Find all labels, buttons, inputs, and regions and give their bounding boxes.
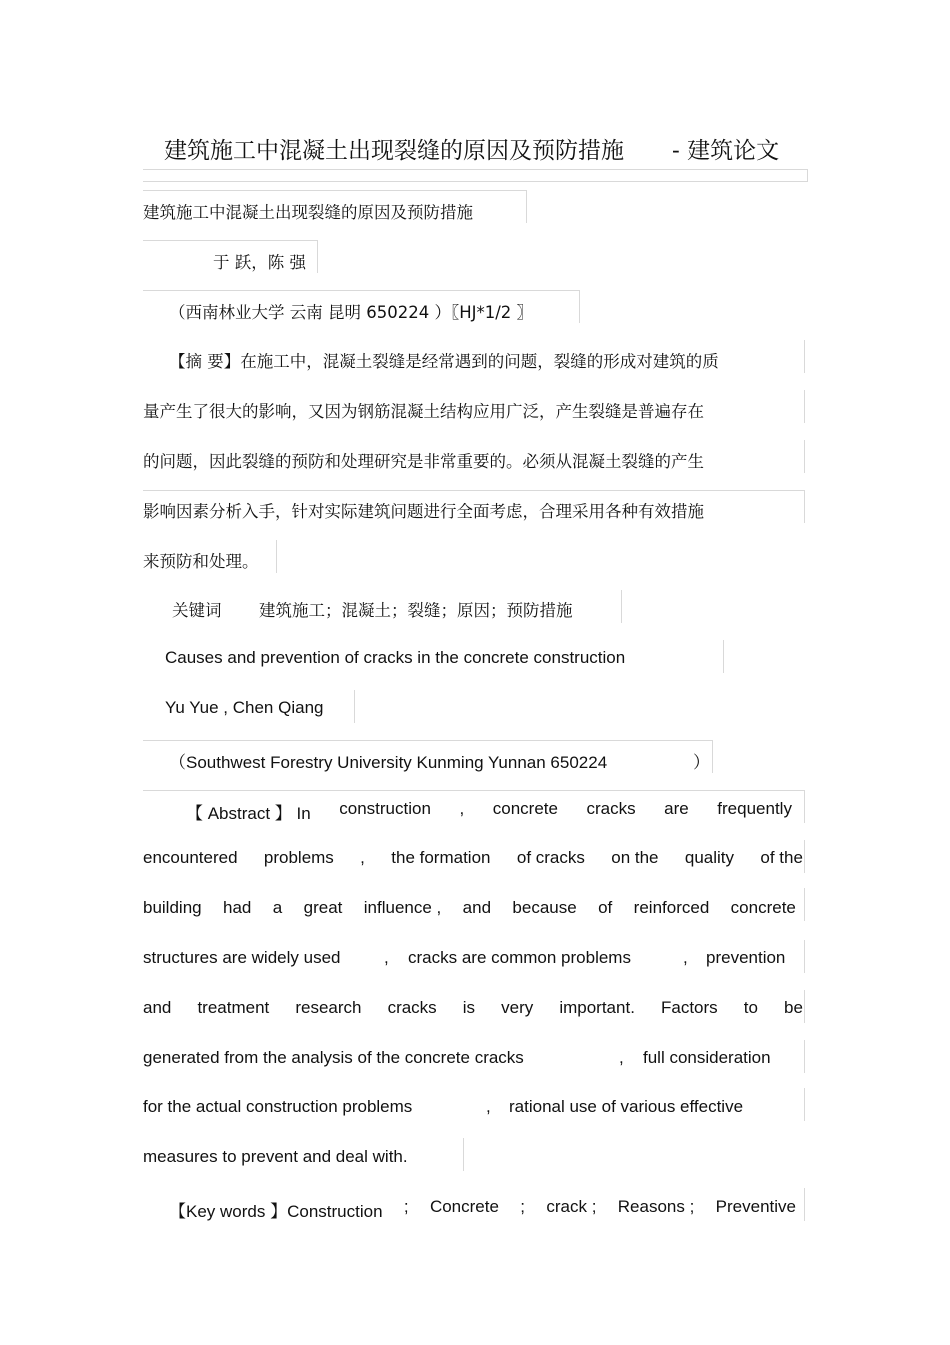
abstract-en-segment: full consideration [643, 1048, 771, 1067]
word: 【Key words 】Construction [169, 1202, 383, 1221]
word: building [143, 898, 202, 917]
word: Factors [661, 998, 718, 1017]
title-en: Causes and prevention of cracks in the concrete construction [165, 648, 626, 667]
abstract-en-line [186, 799, 792, 824]
word: very [501, 998, 534, 1017]
rule-line [807, 169, 808, 182]
rule-line [579, 290, 580, 323]
word: and [462, 898, 492, 917]
word: cracks [586, 799, 636, 818]
rule-line [143, 190, 526, 191]
word: Preventive [715, 1197, 796, 1216]
word: crack ; [546, 1197, 597, 1216]
word: concrete [492, 799, 558, 818]
word: frequently [717, 799, 792, 818]
abstract-en-segment: , [683, 948, 688, 967]
word: construction [339, 799, 431, 818]
rule-line [712, 740, 713, 773]
word: because [512, 898, 577, 917]
word: cracks [387, 998, 437, 1017]
rule-line [804, 490, 805, 523]
word: and [143, 998, 172, 1017]
word: are [664, 799, 689, 818]
word: , [459, 799, 465, 818]
rule-line [143, 490, 805, 491]
abstract-en-segment: , [384, 948, 389, 967]
word: ; [403, 1197, 409, 1216]
affiliation-cn: （西南林业大学 云南 昆明 650224 ）〖HJ*1/2 〗 [169, 303, 534, 322]
abstract-en-segment: cracks are common problems [408, 948, 631, 967]
subtitle: 建筑施工中混凝土出现裂缝的原因及预防措施 [143, 203, 473, 222]
abstract-en-segment: rational use of various effective [509, 1097, 744, 1116]
rule-line [804, 790, 805, 823]
authors-en: Yu Yue , Chen Qiang [165, 698, 324, 717]
word: be [784, 998, 803, 1017]
word: is [462, 998, 476, 1017]
abstract-en-segment: structures are widely used [143, 948, 341, 967]
keywords-en [169, 1197, 796, 1222]
word: encountered [143, 848, 238, 867]
rule-line [804, 840, 805, 873]
word: research [295, 998, 362, 1017]
word: quality [684, 848, 735, 867]
rule-line [804, 990, 805, 1023]
rule-line [143, 169, 808, 170]
rule-line [804, 1088, 805, 1121]
abstract-cn-line: 来预防和处理。 [143, 552, 259, 571]
rule-line [804, 888, 805, 921]
rule-line [463, 1138, 464, 1171]
word: great [303, 898, 343, 917]
rule-line [804, 1040, 805, 1073]
abstract-cn-line: 影响因素分析入手，针对实际建筑问题进行全面考虑，合理采用各种有效措施 [143, 502, 704, 521]
word: 【 Abstract 】 In [186, 804, 311, 823]
word: a [272, 898, 283, 917]
word: problems [263, 848, 334, 867]
rule-line [804, 440, 805, 473]
abstract-en-segment: measures to prevent and deal with. [143, 1147, 408, 1166]
abstract-en-segment: generated from the analysis of the concrete cracks [143, 1048, 524, 1067]
rule-line [621, 590, 622, 623]
word: of the [760, 848, 803, 867]
rule-line [354, 690, 355, 723]
abstract-en-line [143, 898, 796, 918]
page-title-suffix: - 建筑论文 [672, 138, 780, 164]
word: reinforced [633, 898, 710, 917]
word: , [360, 848, 365, 867]
rule-line [804, 1188, 805, 1221]
word: concrete [730, 898, 796, 917]
affiliation-en: （Southwest Forestry University Kunming Yunnan 650224 [169, 753, 608, 772]
word: of cracks [516, 848, 585, 867]
rule-line [804, 340, 805, 373]
word: ; [520, 1197, 526, 1216]
rule-line [143, 740, 712, 741]
word: important. [559, 998, 635, 1017]
abstract-en-line [143, 998, 803, 1018]
rule-line [526, 190, 527, 223]
rule-line [317, 240, 318, 273]
affiliation-en-close: ） [693, 753, 710, 772]
abstract-en-segment: , [619, 1048, 624, 1067]
authors-cn: 于 跃，陈 强 [213, 253, 306, 272]
rule-line [143, 290, 579, 291]
word: the formation [391, 848, 491, 867]
word: Reasons ; [617, 1197, 695, 1216]
abstract-cn-line: 的问题，因此裂缝的预防和处理研究是非常重要的。必须从混凝土裂缝的产生 [143, 452, 704, 471]
word: influence , [363, 898, 442, 917]
abstract-en-line [143, 848, 803, 868]
rule-line [143, 790, 805, 791]
word: had [223, 898, 252, 917]
rule-line [143, 240, 318, 241]
rule-line [276, 540, 277, 573]
rule-line [143, 181, 808, 182]
abstract-en-segment: , [486, 1097, 491, 1116]
abstract-cn-line: 量产生了很大的影响，又因为钢筋混凝土结构应用广泛，产生裂缝是普遍存在 [143, 402, 704, 421]
keywords-cn: 建筑施工；混凝土；裂缝；原因；预防措施 [259, 601, 573, 620]
page-title: 建筑施工中混凝土出现裂缝的原因及预防措施 [164, 138, 624, 164]
keywords-cn-label: 关键词 [172, 601, 222, 620]
rule-line [804, 390, 805, 423]
word: to [743, 998, 758, 1017]
word: on the [611, 848, 659, 867]
word: of [598, 898, 613, 917]
abstract-en-segment: prevention [706, 948, 786, 967]
rule-line [723, 640, 724, 673]
abstract-en-segment: for the actual construction problems [143, 1097, 413, 1116]
word: treatment [197, 998, 270, 1017]
rule-line [804, 940, 805, 973]
word: Concrete [429, 1197, 499, 1216]
abstract-cn-line: 【摘 要】在施工中，混凝土裂缝是经常遇到的问题，裂缝的形成对建筑的质 [169, 352, 719, 371]
